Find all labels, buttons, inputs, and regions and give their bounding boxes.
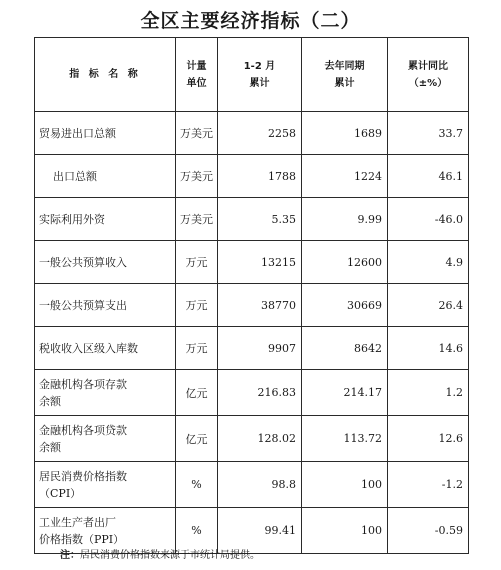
- row-last-year: 30669: [302, 284, 388, 327]
- row-name-line1: 金融机构各项贷款: [39, 423, 127, 437]
- row-yoy: 12.6: [388, 416, 469, 462]
- footnote: [60, 546, 260, 561]
- header-current-line1: 1-2 月: [243, 60, 276, 72]
- header-unit: [176, 38, 218, 112]
- row-last-year: 100: [302, 508, 388, 554]
- table-row: [35, 112, 469, 155]
- row-yoy: -46.0: [388, 198, 469, 241]
- header-current: [218, 38, 302, 112]
- row-unit: %: [176, 462, 218, 508]
- row-name-line1: 居民消费价格指数: [39, 469, 127, 483]
- header-unit-line2: 单位: [186, 77, 207, 89]
- page-title: 全区主要经济指标（二）: [140, 10, 361, 32]
- header-last-year: [302, 38, 388, 112]
- row-name-line1: 贸易进出口总额: [39, 126, 116, 140]
- row-current: 38770: [218, 284, 302, 327]
- row-yoy: -1.2: [388, 462, 469, 508]
- row-last-year: 8642: [302, 327, 388, 370]
- row-name: [35, 416, 176, 462]
- row-last-year: 1689: [302, 112, 388, 155]
- table-row: [35, 284, 469, 327]
- row-name-line1: 一般公共预算收入: [39, 255, 127, 269]
- row-name: [35, 112, 176, 155]
- row-unit: 万元: [176, 284, 218, 327]
- row-unit: 亿元: [176, 370, 218, 416]
- table-header-row: [35, 38, 469, 112]
- header-last-year-line1: 去年同期: [324, 60, 365, 72]
- row-yoy: 46.1: [388, 155, 469, 198]
- row-name-line2: 余额: [39, 440, 61, 454]
- header-yoy: [388, 38, 469, 112]
- table-row: [35, 155, 469, 198]
- row-current: 5.35: [218, 198, 302, 241]
- row-name: [35, 327, 176, 370]
- header-current-line2: 累计: [249, 77, 270, 89]
- row-yoy: -0.59: [388, 508, 469, 554]
- row-unit: %: [176, 508, 218, 554]
- table-row: [35, 416, 469, 462]
- row-unit: 万元: [176, 327, 218, 370]
- row-current: 13215: [218, 241, 302, 284]
- row-yoy: 4.9: [388, 241, 469, 284]
- table-row: [35, 462, 469, 508]
- row-unit: 万元: [176, 241, 218, 284]
- row-name-line1: 一般公共预算支出: [39, 298, 127, 312]
- row-name-line2: 余额: [39, 394, 61, 408]
- row-unit: 万美元: [176, 112, 218, 155]
- row-yoy: 14.6: [388, 327, 469, 370]
- row-name: [35, 198, 176, 241]
- row-last-year: 12600: [302, 241, 388, 284]
- header-yoy-line1: 累计同比: [408, 60, 448, 72]
- row-yoy: 1.2: [388, 370, 469, 416]
- row-name: [35, 370, 176, 416]
- row-current: 98.8: [218, 462, 302, 508]
- row-name: [35, 284, 176, 327]
- row-name: [35, 241, 176, 284]
- header-last-year-line2: 累计: [334, 77, 355, 89]
- row-name-line1: 实际利用外资: [39, 212, 105, 226]
- row-name: [35, 155, 176, 198]
- table-row: [35, 241, 469, 284]
- row-last-year: 1224: [302, 155, 388, 198]
- row-current: 1788: [218, 155, 302, 198]
- row-last-year: 100: [302, 462, 388, 508]
- row-name-line1: 出口总额: [53, 169, 97, 183]
- table-row: [35, 327, 469, 370]
- row-yoy: 26.4: [388, 284, 469, 327]
- row-current: 2258: [218, 112, 302, 155]
- row-name-line1: 税收收入区级入库数: [39, 341, 138, 355]
- row-name-line2: （CPI）: [39, 486, 82, 500]
- row-last-year: 113.72: [302, 416, 388, 462]
- footnote-label: 注：: [60, 550, 80, 561]
- table-row: [35, 370, 469, 416]
- row-unit: 万美元: [176, 155, 218, 198]
- row-current: 9907: [218, 327, 302, 370]
- row-current: 216.83: [218, 370, 302, 416]
- row-name: [35, 462, 176, 508]
- footnote-text: 居民消费价格指数来源于市统计局提供。: [80, 550, 260, 561]
- row-name-line2: 价格指数（PPI）: [39, 532, 125, 546]
- row-last-year: 9.99: [302, 198, 388, 241]
- header-indicator: 指 标 名 称: [35, 38, 176, 112]
- table-row: [35, 198, 469, 241]
- row-name-line1: 金融机构各项存款: [39, 377, 127, 391]
- row-name-line1: 工业生产者出厂: [39, 515, 116, 529]
- row-unit: 亿元: [176, 416, 218, 462]
- row-current: 128.02: [218, 416, 302, 462]
- indicators-table: [34, 37, 469, 554]
- row-current: 99.41: [218, 508, 302, 554]
- header-unit-line1: 计量: [186, 60, 207, 72]
- header-yoy-line2: （±%）: [408, 77, 448, 89]
- row-last-year: 214.17: [302, 370, 388, 416]
- row-yoy: 33.7: [388, 112, 469, 155]
- row-unit: 万美元: [176, 198, 218, 241]
